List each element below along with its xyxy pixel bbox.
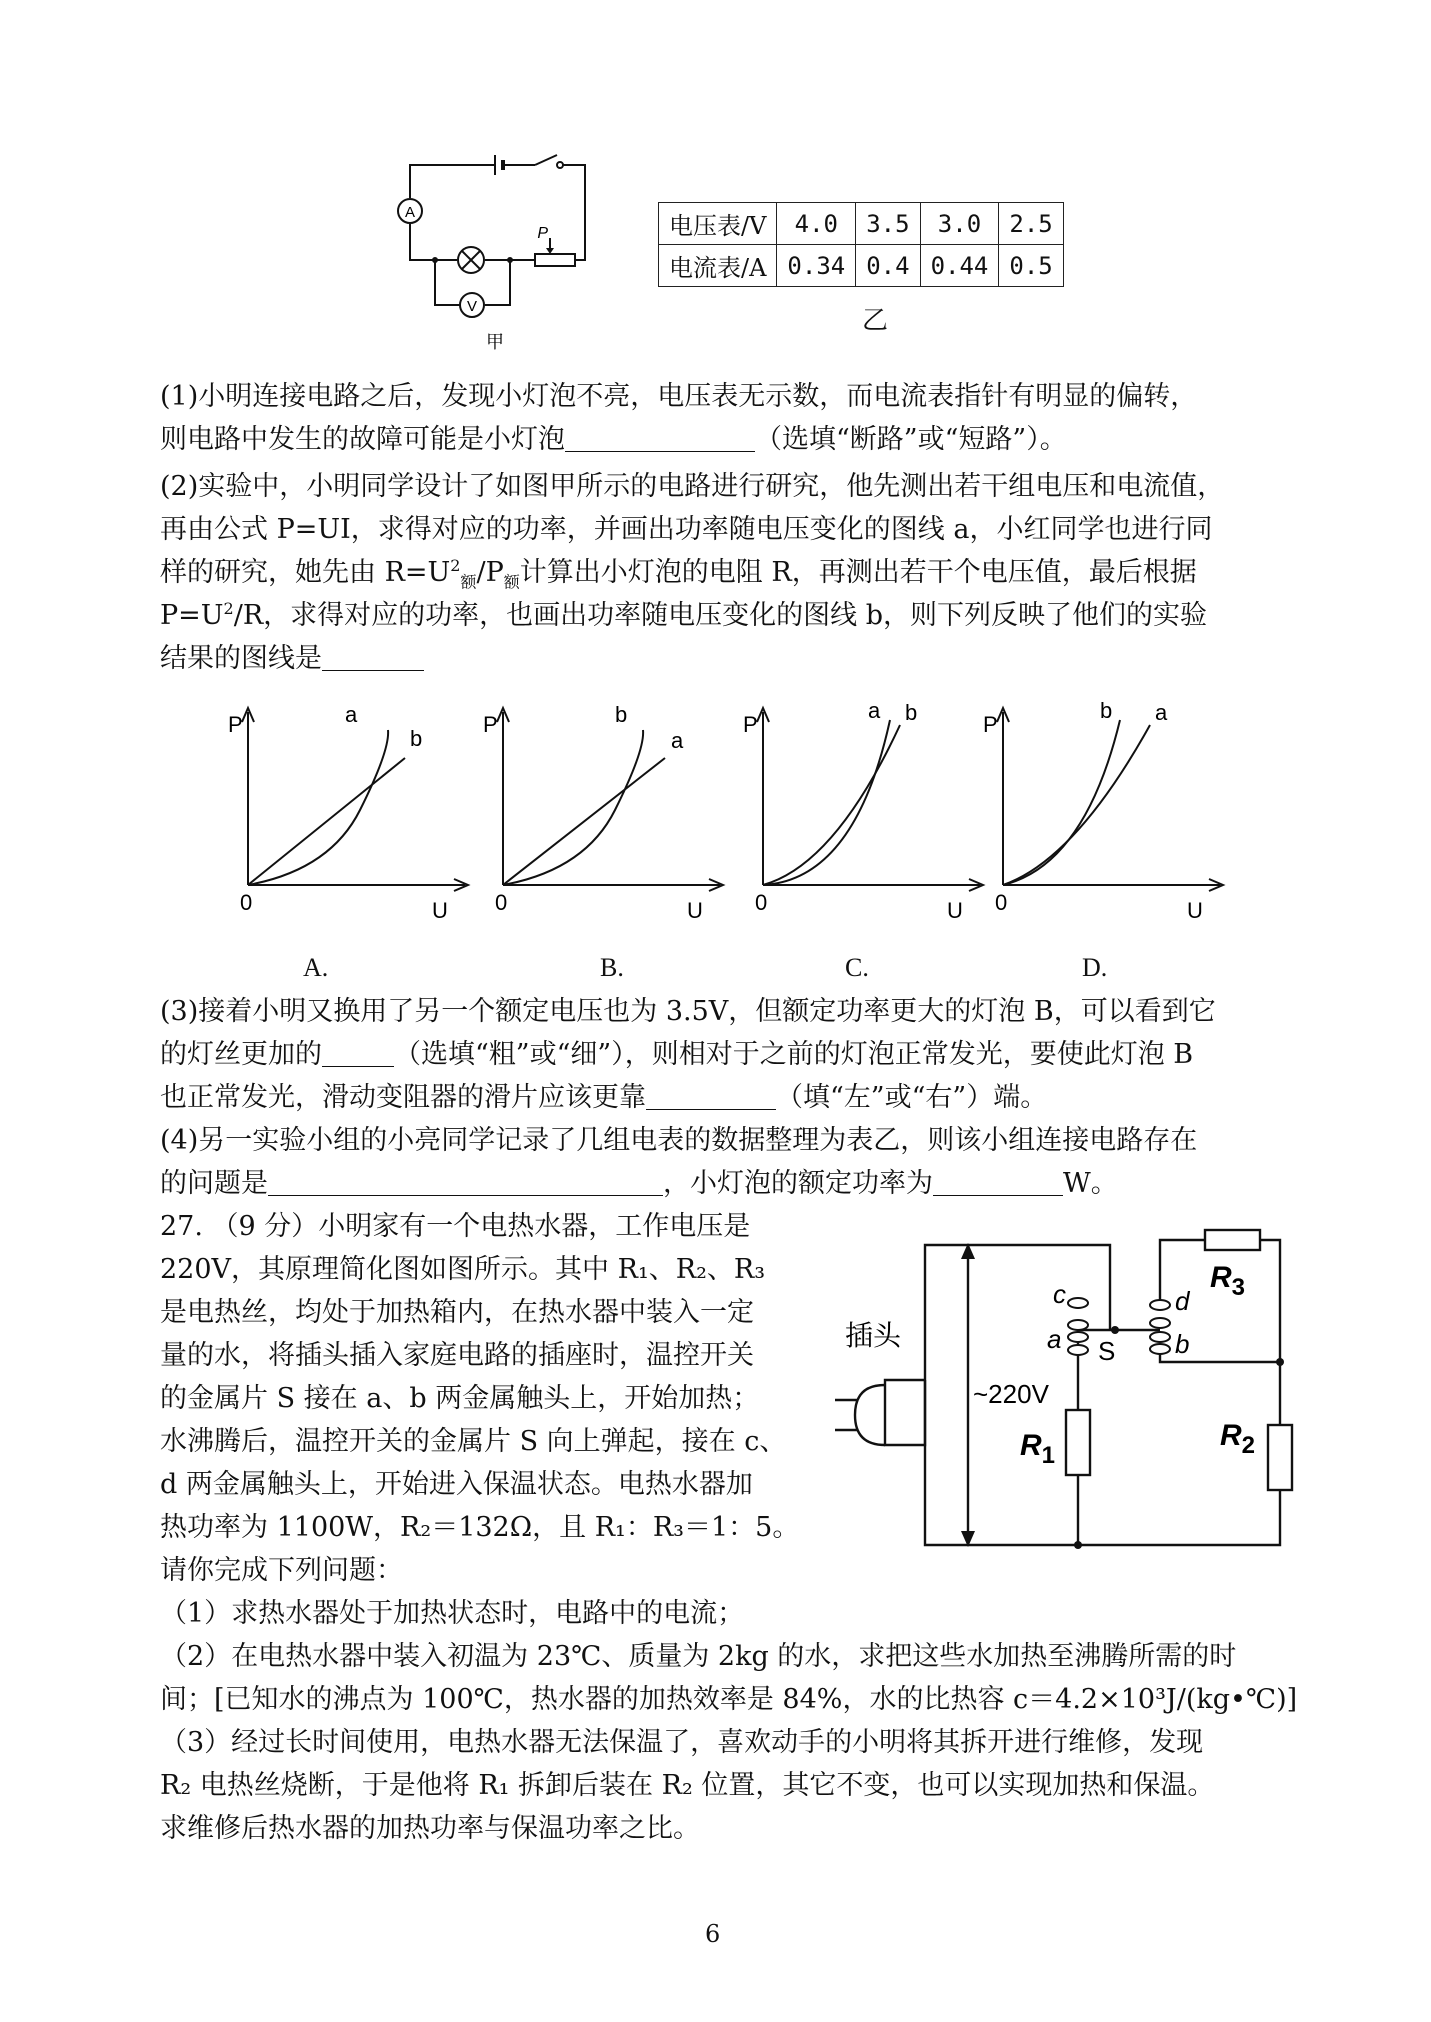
voltmeter-label: V — [466, 298, 478, 315]
q4-line2 — [160, 1169, 1118, 1199]
q4-text: W。 — [1063, 1168, 1118, 1199]
axis-p-label: P — [228, 712, 243, 737]
page-number: 6 — [705, 1920, 721, 1948]
r2-subscript: 2 — [1241, 1432, 1256, 1459]
q2-line3 — [160, 556, 1197, 592]
table-cell: 0.44 — [920, 245, 999, 287]
pu-graph-c — [725, 700, 995, 940]
option-a: A. — [303, 953, 329, 982]
q4-line1: (4)另一实验小组的小亮同学记录了几组电表的数据整理为表乙，则该小组连接电路存在 — [160, 1125, 1198, 1156]
q27-line: 220V，其原理简化图如图所示。其中 R₁、R₂、R₃ — [160, 1254, 766, 1285]
contact-d-label: d — [1175, 1286, 1190, 1316]
q27-sub3-line1: （3）经过长时间使用，电热水器无法保温了，喜欢动手的小明将其拆开进行维修，发现 — [160, 1727, 1204, 1758]
q27-sub1: （1）求热水器处于加热状态时，电路中的电流； — [160, 1598, 745, 1629]
answer-blank — [565, 425, 755, 452]
q1-text: 则电路中发生的故障可能是小灯泡 — [160, 424, 565, 455]
table-cell: 0.4 — [856, 245, 920, 287]
pu-graph-d — [965, 700, 1235, 940]
answer-blank — [646, 1083, 776, 1110]
q2-line2: 再由公式 P=UI，求得对应的功率，并画出功率随电压变化的图线 a，小红同学也进行同 — [160, 514, 1213, 545]
axis-u-label: U — [432, 898, 448, 923]
table-row — [659, 245, 1064, 287]
curve-label: a — [1155, 700, 1168, 725]
q2-text: 结果的图线是 — [160, 643, 322, 674]
q3-line2 — [160, 1040, 1193, 1070]
q27-line: 水沸腾后，温控开关的金属片 S 向上弹起，接在 c、 — [160, 1426, 787, 1457]
q27-line: 请你完成下列问题： — [160, 1555, 403, 1586]
q27-line: 热功率为 1100W，R₂＝132Ω，且 R₁：R₃＝1：5。 — [160, 1512, 800, 1543]
contact-a-label: a — [1047, 1324, 1062, 1354]
origin-label: 0 — [240, 890, 253, 915]
q2-text: 样的研究，她先由 R=U — [160, 557, 451, 588]
q27-line: 量的水，将插头插入家庭电路的插座时，温控开关 — [160, 1340, 754, 1371]
q2-text: /P — [476, 557, 504, 588]
q3-text: 也正常发光，滑动变阻器的滑片应该更靠 — [160, 1082, 646, 1113]
plug-label: 插头 — [845, 1320, 902, 1351]
r1-letter: R — [1020, 1429, 1042, 1462]
q1-line2 — [160, 425, 1067, 455]
contact-c-label: c — [1053, 1279, 1066, 1309]
curve-label: b — [905, 700, 918, 725]
row-label: 电流表/A — [659, 245, 777, 287]
pu-graph-a — [210, 700, 480, 940]
axis-p-label: P — [743, 712, 758, 737]
data-table-yi — [658, 202, 1064, 287]
axis-u-label: U — [1187, 898, 1203, 923]
answer-blank — [268, 1169, 663, 1196]
q2-text: /R，求得对应的功率，也画出功率随电压变化的图线 b，则下列反映了他们的实验 — [233, 600, 1208, 631]
caption-yi: 乙 — [862, 306, 889, 336]
table-cell: 2.5 — [999, 203, 1063, 245]
axis-p-label: P — [483, 712, 498, 737]
caption-jia: 甲 — [486, 332, 504, 352]
ammeter-label: A — [404, 204, 416, 221]
subscript: 额 — [460, 572, 477, 592]
q4-text: 的问题是 — [160, 1168, 268, 1199]
row-label: 电压表/V — [659, 203, 777, 245]
q2-line4 — [160, 601, 1207, 631]
answer-blank — [933, 1169, 1063, 1196]
q3-text: （填“左”或“右”）端。 — [776, 1082, 1048, 1113]
option-c: C. — [845, 953, 869, 982]
r1-subscript: 1 — [1041, 1442, 1056, 1469]
switch-s-label: S — [1098, 1336, 1116, 1366]
axis-u-label: U — [687, 898, 703, 923]
r2-label — [1220, 1419, 1255, 1459]
q2-line1: (2)实验中，小明同学设计了如图甲所示的电路进行研究，他先测出若干组电压和电流值， — [160, 471, 1225, 502]
q1-hint: （选填“断路”或“短路”）。 — [755, 424, 1067, 455]
q2-text: P=U — [160, 600, 224, 631]
table-cell: 0.34 — [777, 245, 856, 287]
curve-label: a — [345, 702, 358, 727]
q27-sub3-line2: R₂ 电热丝烧断，于是他将 R₁ 拆卸后装在 R₂ 位置，其它不变，也可以实现加热和保温。 — [160, 1770, 1215, 1801]
axis-u-label: U — [947, 898, 963, 923]
origin-label: 0 — [755, 890, 768, 915]
q3-line3 — [160, 1083, 1047, 1113]
q2-text: 计算出小灯泡的电阻 R，再测出若干个电压值，最后根据 — [519, 557, 1197, 588]
q27-sub3-line3: 求维修后热水器的加热功率与保温功率之比。 — [160, 1813, 700, 1844]
origin-label: 0 — [495, 890, 508, 915]
option-b: B. — [600, 953, 624, 982]
q27-line: 是电热丝，均处于加热箱内，在热水器中装入一定 — [160, 1297, 754, 1328]
slider-label: P — [537, 225, 548, 242]
q1-line1: (1)小明连接电路之后，发现小灯泡不亮，电压表无示数，而电流表指针有明显的偏转， — [160, 381, 1198, 412]
table-cell: 0.5 — [999, 245, 1063, 287]
r3-label — [1210, 1261, 1245, 1301]
r2-letter: R — [1220, 1419, 1242, 1452]
table-row — [659, 203, 1064, 245]
curve-label: a — [868, 700, 881, 723]
option-d: D. — [1082, 953, 1108, 982]
q27-sub2-line2: 间；[已知水的沸点为 100℃，热水器的加热效率是 84%，水的比热容 c＝4.2×10³J/(kg•℃)] — [160, 1684, 1298, 1715]
curve-label: b — [410, 726, 423, 751]
curve-label: b — [1100, 700, 1113, 723]
circuit-diagram-jia — [385, 150, 615, 360]
q27-line: 27. （9 分）小明家有一个电热水器，工作电压是 — [160, 1211, 751, 1242]
table-cell: 3.0 — [920, 203, 999, 245]
r3-letter: R — [1210, 1261, 1232, 1294]
r1-label — [1020, 1429, 1055, 1469]
superscript: 2 — [223, 599, 234, 618]
curve-label: b — [615, 702, 628, 727]
pu-graph-b — [465, 700, 735, 940]
superscript: 2 — [450, 556, 461, 575]
origin-label: 0 — [995, 890, 1008, 915]
heater-circuit-diagram — [825, 1225, 1295, 1565]
q3-line1: (3)接着小明又换用了另一个额定电压也为 3.5V，但额定功率更大的灯泡 B，可以看到它 — [160, 996, 1216, 1027]
contact-b-label: b — [1175, 1329, 1190, 1359]
q4-text: ，小灯泡的额定功率为 — [663, 1168, 933, 1199]
q3-text: 的灯丝更加的 — [160, 1039, 322, 1070]
curve-label: a — [671, 728, 684, 753]
answer-blank — [322, 644, 424, 671]
q3-text: （选填“粗”或“细”），则相对于之前的灯泡正常发光，要使此灯泡 B — [394, 1039, 1194, 1070]
q27-line: d 两金属触头上，开始进入保温状态。电热水器加 — [160, 1469, 753, 1500]
q27-line: 的金属片 S 接在 a、b 两金属触头上，开始加热； — [160, 1383, 760, 1414]
subscript: 额 — [503, 572, 520, 592]
q2-line5 — [160, 644, 424, 674]
table-cell: 3.5 — [856, 203, 920, 245]
q27-sub2-line1: （2）在电热水器中装入初温为 23℃、质量为 2kg 的水，求把这些水加热至沸腾所需的时 — [160, 1641, 1237, 1672]
axis-p-label: P — [983, 712, 998, 737]
voltage-label: ~220V — [973, 1379, 1049, 1409]
r3-subscript: 3 — [1231, 1274, 1246, 1301]
answer-blank — [322, 1040, 394, 1067]
table-cell: 4.0 — [777, 203, 856, 245]
